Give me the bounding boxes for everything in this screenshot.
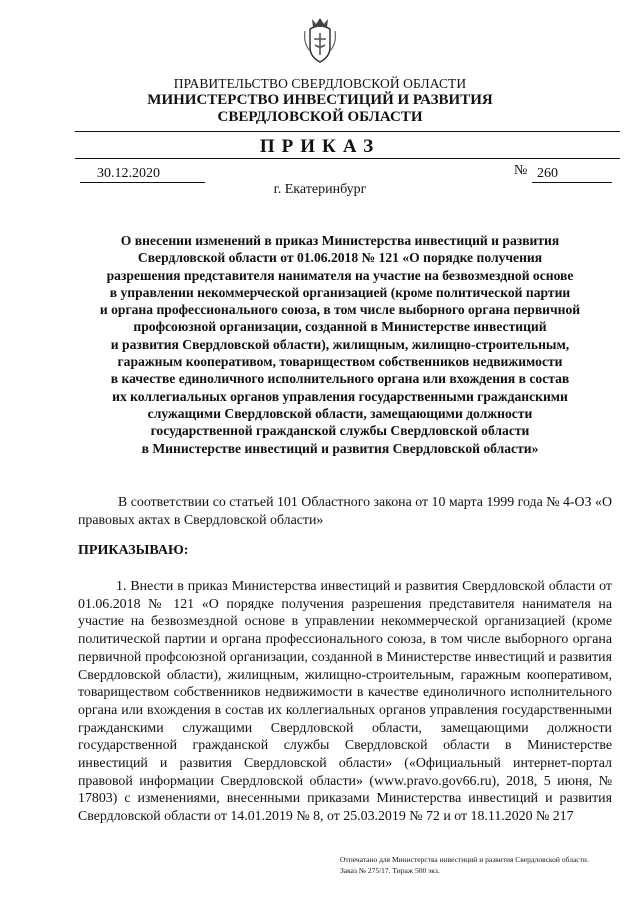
government-name: ПРАВИТЕЛЬСТВО СВЕРДЛОВСКОЙ ОБЛАСТИ — [173, 76, 467, 91]
footer-line-1: Отпечатано для Министерства инвестиций и развития Свердловской области. — [340, 855, 589, 864]
header-divider-top — [75, 131, 620, 132]
document-type: ПРИКАЗ — [259, 136, 381, 157]
title-line: государственной гражданской службы Свердловской области — [150, 423, 530, 439]
item-1-paragraph: 1. Внести в приказ Министерства инвестиций и развития Свердловской области от 01.06.2018 № 121 «О порядке получения разрешения представителя нанимателя на участие на безвозмездной основе в управлении некоммерческой организацией (кроме политической партии и органа профессионального союза, в том числе выборного органа первичной профсоюзной организации, созданной в Министерстве инвестиций и развития Свердловской области), жилищным, жилищно-строительным, гаражным кооперативом, товариществом собственников недвижимости в качестве единоличного исполнительного органа или вхождения в состав их коллегиальных органов управления государственными гражданскими служащими Свердловской области, замещающими должности государственной гражданской службы Свердловской области в Министерстве инвестиций и развития Свердловской области» («Официальный интернет-портал правовой информации Свердловской области» (www.pravo.gov66.ru), 2018, 5 июня, № 17803) с изменениями, внесенными приказами Министерства инвестиций и развития Свердловской области от 14.01.2019 № 8, от 25.03.2019 № 72 и от 18.11.2020 № 217 — [78, 579, 612, 825]
preamble-paragraph: В соответствии со статьей 101 Областного закона от 10 марта 1999 года № 4-ОЗ «О правовых актах в Свердловской области» — [78, 495, 612, 528]
document-title — [60, 232, 620, 457]
ministry-name — [0, 92, 640, 126]
document-city: г. Екатеринбург — [273, 182, 367, 197]
title-line: и развития Свердловской области), жилищным, жилищно-строительным, — [110, 336, 570, 352]
title-line: О внесении изменений в приказ Министерства инвестиций и развития — [120, 233, 560, 248]
title-line: профсоюзной организации, созданной в Министерстве инвестиций — [133, 319, 547, 335]
print-footer — [340, 854, 589, 876]
title-line: в управлении некоммерческой организацией (кроме политической партии — [109, 284, 571, 300]
title-line: и органа профессионального союза, в том числе выборного органа первичной — [99, 302, 581, 318]
title-line: Свердловской области от 01.06.2018 № 121 «О порядке получения — [137, 250, 543, 266]
title-line: гаражным кооперативом, товариществом собственников недвижимости — [117, 354, 563, 370]
document-number: 260 — [537, 166, 558, 181]
title-line: служащими Свердловской области, замещающими должности — [147, 405, 533, 421]
footer-line-2: Заказ № 275/17. Тираж 500 экз. — [340, 866, 440, 875]
title-line: в качестве единоличного исполнительного органа или вхождения в состав — [110, 371, 570, 387]
title-line: разрешения представителя нанимателя на участие на безвозмездной основе — [106, 267, 574, 283]
header-divider-bottom — [75, 158, 620, 159]
document-date: 30.12.2020 — [97, 166, 160, 181]
title-line: в Министерстве инвестиций и развития Свердловской области» — [141, 440, 539, 456]
coat-of-arms-emblem — [302, 15, 338, 65]
ministry-line-2: СВЕРДЛОВСКОЙ ОБЛАСТИ — [217, 109, 423, 125]
title-line: их коллегиальных органов управления государственными гражданскими — [112, 388, 568, 404]
ministry-line-1: МИНИСТЕРСТВО ИНВЕСТИЦИЙ И РАЗВИТИЯ — [147, 92, 493, 108]
decree-word: ПРИКАЗЫВАЮ: — [78, 543, 189, 558]
number-label: № — [514, 163, 528, 178]
